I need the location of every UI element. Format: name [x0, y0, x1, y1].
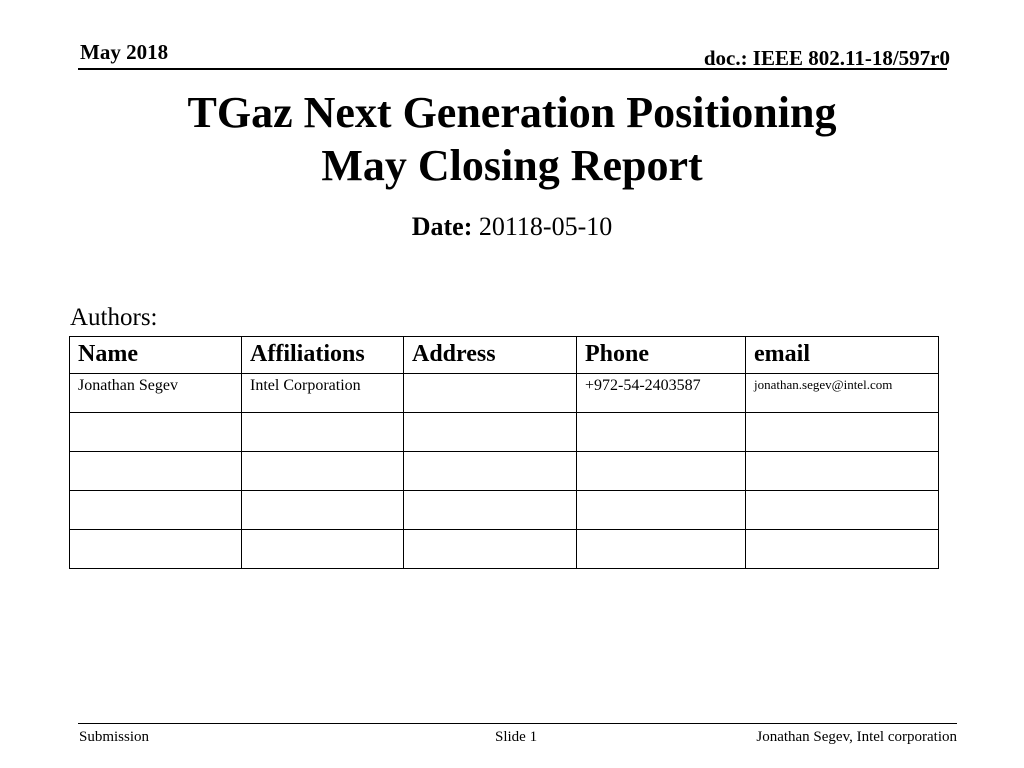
author-name-cell: [70, 491, 242, 530]
table-row: [70, 374, 939, 413]
slide-title: [0, 86, 1024, 192]
header-doc-id: doc.: IEEE 802.11-18/597r0: [703, 46, 950, 70]
author-address-cell: [404, 452, 577, 491]
author-affiliation-cell: [242, 413, 404, 452]
author-affiliation-cell: [242, 452, 404, 491]
column-header-address: Address: [404, 337, 577, 374]
column-header-name: Name: [70, 337, 242, 374]
author-address-cell: [404, 530, 577, 569]
footer-divider: [78, 723, 957, 724]
author-name-cell: [70, 530, 242, 569]
author-affiliation-cell: Intel Corporation: [242, 374, 404, 413]
author-email-cell: [746, 413, 939, 452]
table-row: [70, 413, 939, 452]
authors-table: [69, 336, 939, 569]
author-address-cell: [404, 374, 577, 413]
author-phone-cell: [577, 491, 746, 530]
date-label: Date:: [411, 212, 473, 241]
author-email-cell: jonathan.segev@intel.com: [746, 374, 939, 413]
author-phone-cell: +972-54-2403587: [577, 374, 746, 413]
author-name-cell: [70, 452, 242, 491]
author-address-cell: [404, 413, 577, 452]
slide-title-line-1: TGaz Next Generation Positioning: [187, 88, 837, 137]
column-header-affiliations: Affiliations: [242, 337, 404, 374]
authors-label: Authors:: [70, 304, 158, 331]
author-affiliation-cell: [242, 491, 404, 530]
author-phone-cell: [577, 530, 746, 569]
footer-submission: Submission: [79, 729, 150, 745]
date-row: [0, 212, 1024, 242]
table-row: [70, 530, 939, 569]
header-date: May 2018: [80, 40, 169, 64]
author-email-cell: [746, 452, 939, 491]
footer-author: Jonathan Segev, Intel corporation: [756, 729, 957, 745]
slide-title-line-2: May Closing Report: [321, 141, 703, 190]
author-email-cell: [746, 491, 939, 530]
author-name-cell: Jonathan Segev: [70, 374, 242, 413]
table-row: [70, 491, 939, 530]
author-email-cell: [746, 530, 939, 569]
author-phone-cell: [577, 413, 746, 452]
date-value: 20118-05-10: [478, 212, 613, 241]
author-name-cell: [70, 413, 242, 452]
footer-slide-number: Slide 1: [495, 729, 538, 745]
authors-header-row: [70, 337, 939, 374]
column-header-email: email: [746, 337, 939, 374]
author-phone-cell: [577, 452, 746, 491]
table-row: [70, 452, 939, 491]
author-affiliation-cell: [242, 530, 404, 569]
header-divider: [78, 68, 947, 70]
author-address-cell: [404, 491, 577, 530]
column-header-phone: Phone: [577, 337, 746, 374]
